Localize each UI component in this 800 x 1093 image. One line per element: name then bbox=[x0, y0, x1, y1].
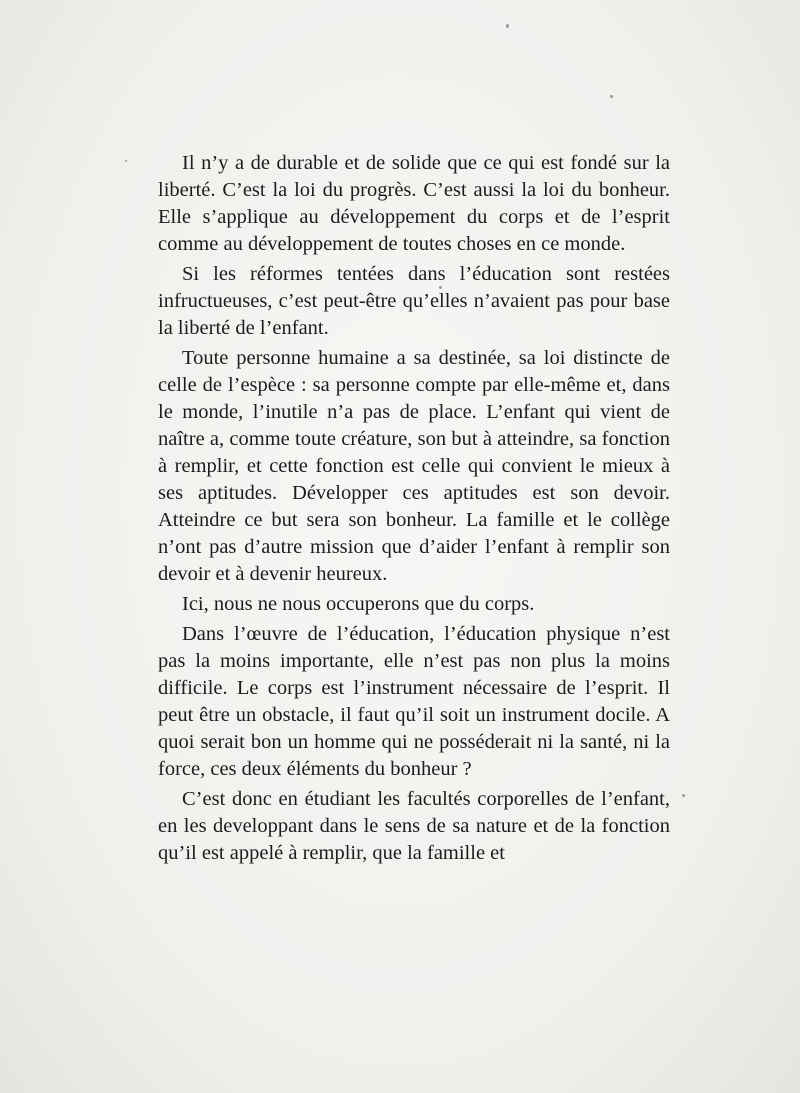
paragraph-3: Toute personne humaine a sa destinée, sa loi distincte de celle de l’espèce : sa personne compte par elle-même et, dans le monde, l’inutile n’a pas de place. L’enfant qui vient de naître a, comme toute créature, son but à atteindre, sa fonction à remplir, et cette fonction est celle qui convient le mieux à ses aptitudes. Développer ces aptitudes est son devoir. Atteindre ce but sera son bonheur. La famille et le collège n’ont pas d’autre mission que d’aider l’enfant à remplir son devoir et à devenir heureux. bbox=[158, 347, 670, 585]
print-speck bbox=[610, 95, 613, 98]
paragraph-4: Ici, nous ne nous occuperons que du corps. bbox=[182, 593, 535, 615]
print-speck bbox=[682, 794, 685, 797]
body-text bbox=[158, 150, 670, 870]
print-speck bbox=[125, 160, 127, 162]
print-speck bbox=[506, 24, 509, 28]
paragraph-1: Il n’y a de durable et de solide que ce qui est fondé sur la liberté. C’est la loi du progrès. C’est aussi la loi du bonheur. Elle s’applique au développement du corps et de l’esprit comme au développement de toutes choses en ce monde. bbox=[158, 152, 670, 255]
paragraph-5: Dans l’œuvre de l’éducation, l’éducation physique n’est pas la moins importante, elle n’est pas non plus la moins difficile. Le corps est l’instrument nécessaire de l’esprit. Il peut être un obstacle, il faut qu’il soit un instrument docile. A quoi serait bon un homme qui ne posséderait ni la santé, ni la force, ces deux éléments du bonheur ? bbox=[158, 623, 670, 780]
paragraph-6: C’est donc en étudiant les facultés corporelles de l’enfant, en les developpant dans le sens de sa nature et de la fonction qu’il est appelé à remplir, que la famille et bbox=[158, 788, 670, 864]
paragraph-2: Si les réformes tentées dans l’éducation sont restées infructueuses, c’est peut-être qu’elles n’avaient pas pour base la liberté de l’enfant. bbox=[158, 263, 670, 339]
